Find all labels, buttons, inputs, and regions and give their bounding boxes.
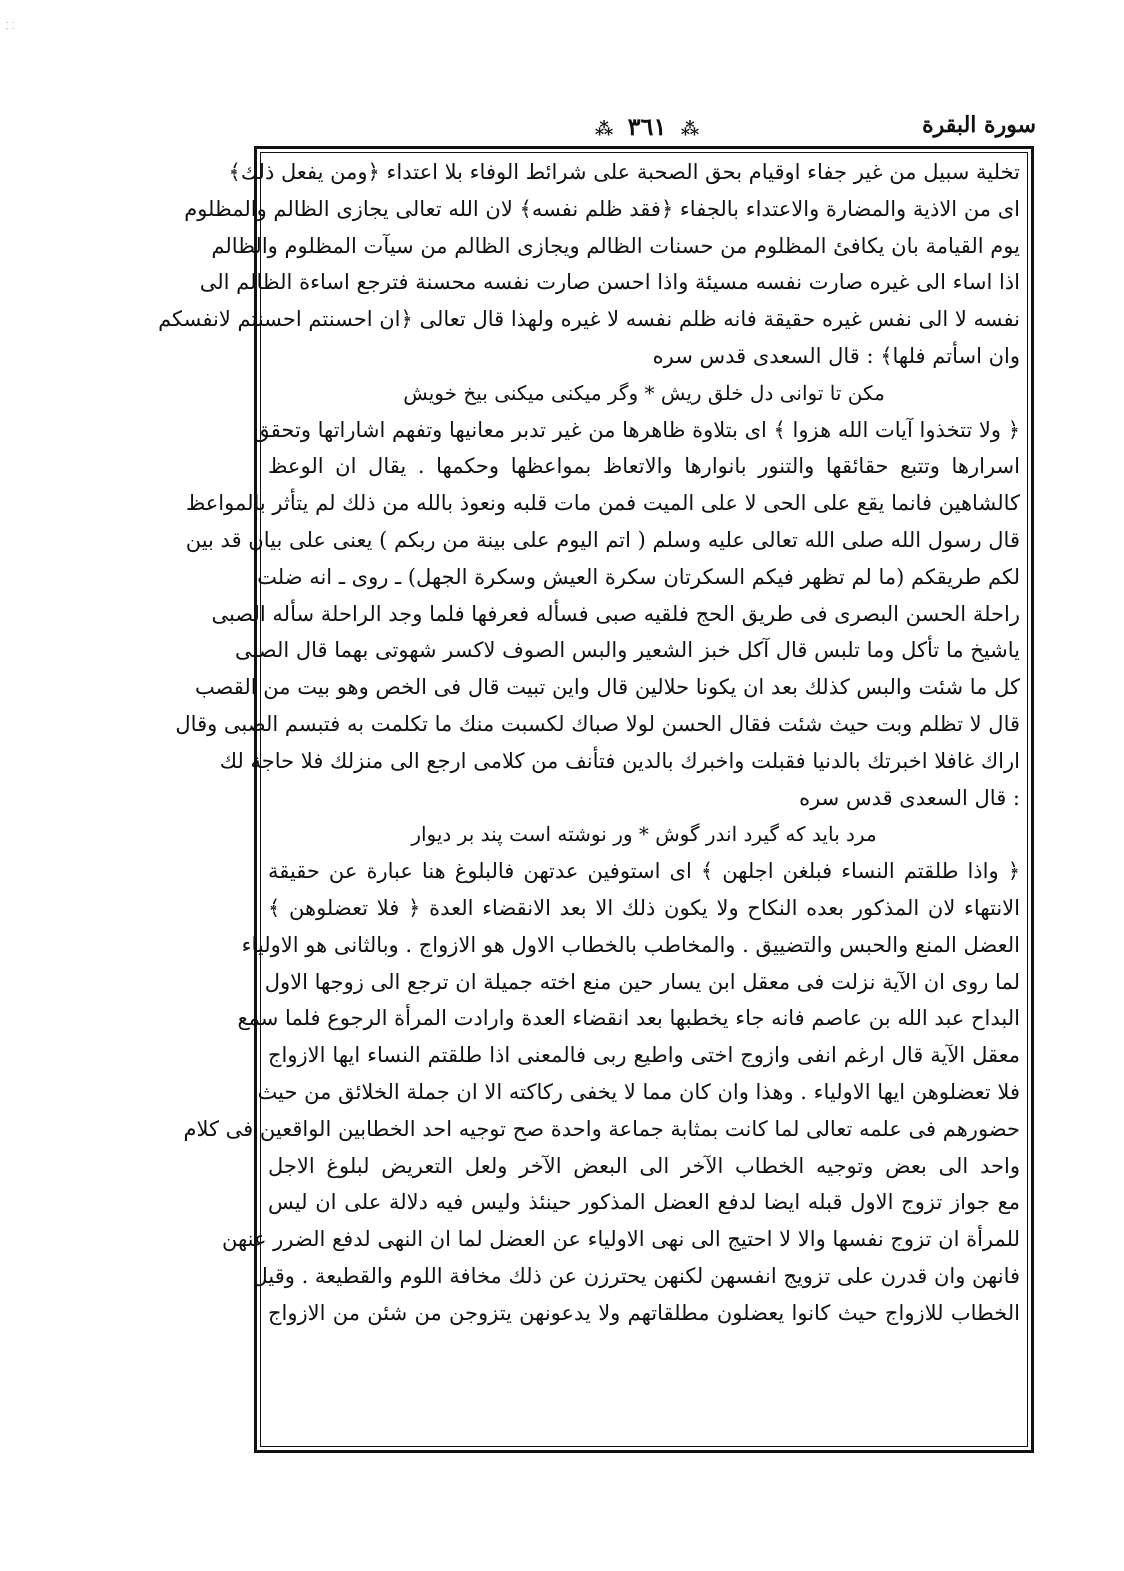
text-line: ياشيخ ما تأكل وما تلبس قال آكل خبز الشعير والبس الصوف لاكسر شهوتى بهما قال الصبى (234, 638, 1020, 663)
ornament-right-icon: ⁂ (680, 119, 700, 140)
text-line: فانهن وان قدرن على تزويج انفسهن لكنهن يحترزن عن ذلك مخافة اللوم والقطيعة . وقيل (252, 1263, 1020, 1288)
text-line: ﴿ واذا طلقتم النساء فبلغن اجلهن ﴾ اى استوفين عدتهن فالبلوغ هنا عبارة عن حقيقة (268, 859, 1020, 884)
text-line: : قال السعدى قدس سره (799, 785, 1020, 810)
surah-title: سورة البقرة (922, 112, 1036, 138)
text-line: قال لا تظلم وبت حيث شئت فقال الحسن لولا صباك لكسبت منك ما تكلمت به فتبسم الصبى وقال (175, 711, 1020, 736)
text-line: راحلة الحسن البصرى فى طريق الحج فلقيه صبى فسأله فعرفها فلما وجد الراحلة سأله الصبى (211, 601, 1020, 626)
text-line: العضل المنع والحبس والتضييق . والمخاطب بالخطاب الاول هو الازواج . وبالثانى هو الاولياء (241, 932, 1020, 957)
text-line: واحد الى بعض وتوجيه الخطاب الآخر الى البعض الآخر ولعل التعريض لبلوغ الاجل (268, 1153, 1020, 1178)
page-number-block (589, 112, 705, 141)
text-line: كل ما شئت والبس كذلك بعد ان يكونا حلالين قال واين تبيت قال فى الخص وهو بيت من القصب (194, 675, 1020, 700)
text-line: قال رسول الله صلى الله تعالى عليه وسلم ( اتم اليوم على بينة من ربكم ) يعنى على بيان قد بين (185, 527, 1020, 552)
text-line: للمرأة ان تزوج نفسها والا لا احتيج الى نهى الاولياء عن العضل لما ان النهى لدفع الضرر عنهن (221, 1227, 1020, 1252)
text-line: لما روى ان الآية نزلت فى معقل ابن يسار حين منع اخته جميلة ان ترجع الى زوجها الاول (264, 969, 1020, 994)
text-line: ﴿ ولا تتخذوا آيات الله هزوا ﴾ اى بتلاوة ظاهرها من غير تدبر معانيها وتفهم اشاراتها وتحقق (253, 417, 1020, 442)
text-line: تخلية سبيل من غير جفاء اوقيام بحق الصحبة على شرائط الوفاء بلا اعتداء ﴿ومن يفعل ذلك﴾ (228, 160, 1020, 184)
text-line: اسرارها وتتبع حقائقها والتنور بانوارها والاتعاظ بمواعظها وحكمها . يقال ان الوعظ (268, 454, 1020, 479)
text-line: اراك غافلا اخبرتك بالدنيا فقبلت واخبرك بالدين فتأنف من كلامى ارجع الى منزلك فلا حاجة لك (219, 748, 1020, 773)
text-line: الخطاب للازواج حيث كانوا يعضلون مطلقاتهم ولا يدعونهن يتزوجن من شئن من الازواج (268, 1300, 1020, 1325)
text-line: فلا تعضلوهن ايها الاولياء . وهذا وان كان مما لا يخفى ركاكته الا ان جملة الخلائق من حيث (257, 1079, 1020, 1104)
text-line: الانتهاء لان المذكور بعده النكاح ولا يكون ذلك الا بعد الانقضاء العدة ﴿ فلا تعضلوهن ﴾ (268, 895, 1020, 920)
text-line: اذا اساء الى غيره صارت نفسه مسيئة واذا احسن صارت نفسه محسنة فترجع اساءة الظالم الى (199, 270, 1020, 295)
text-line: مع جواز تزوج الاول قبله ايضا لدفع العضل المذكور حينئذ وليس فيه دلالة على ان ليس (268, 1190, 1020, 1215)
poetry-line: مرد بايد كه گيرد اندر گوش * ور نوشته است پند بر ديوار (411, 822, 877, 847)
text-body (158, 154, 1026, 1332)
text-line: حضورهم فى علمه تعالى لما كانت بمثابة جماعة واحدة صح توجيه احد الخطابين الواقعين فى كلام (183, 1116, 1020, 1141)
text-line: لكم طريقكم (ما لم تظهر فيكم السكرتان سكرة العيش وسكرة الجهل) ـ روى ـ انه ضلت (257, 564, 1020, 589)
text-line: نفسه لا الى نفس غيره حقيقة فانه ظلم نفسه لا غيره ولهذا قال تعالى ﴿ان احسنتم احسنتم لانفسكم (158, 307, 1020, 332)
page-header (258, 112, 1036, 148)
text-line: يوم القيامة بان يكافئ المظلوم من حسنات الظالم ويجازى الظالم من سيآت المظلوم والظالم (211, 233, 1020, 258)
text-line: كالشاهين فانما يقع على الحى لا على الميت فمن مات قلبه ونعوذ بالله من ذلك لم يتأثر بالمواعظ (185, 491, 1020, 516)
text-line: اى من الاذية والمضارة والاعتداء بالجفاء ﴿فقد ظلم نفسه﴾ لان الله تعالى يجازى الظالم والمظلوم (184, 196, 1020, 221)
text-line: معقل الآية قال ارغم انفى وازوج اختى واطيع ربى فالمعنى اذا طلقتم النساء ايها الازواج (268, 1043, 1020, 1068)
page-number: ٣٦١ (627, 112, 667, 141)
ornament-left-icon: ⁂ (594, 119, 614, 140)
text-line: وان اسأتم فلها﴾ : قال السعدى قدس سره (652, 343, 1020, 368)
poetry-line: مکن تا توانى دل خلق ريش * وگر ميكنى ميكنى بيخ خويش (403, 380, 885, 405)
corner-mark: ⸬ (6, 21, 15, 32)
text-line: البداح عبد الله بن عاصم فانه جاء يخطبها بعد انقضاء العدة وارادت المرأة الرجوع فلما سمع (237, 1006, 1020, 1031)
